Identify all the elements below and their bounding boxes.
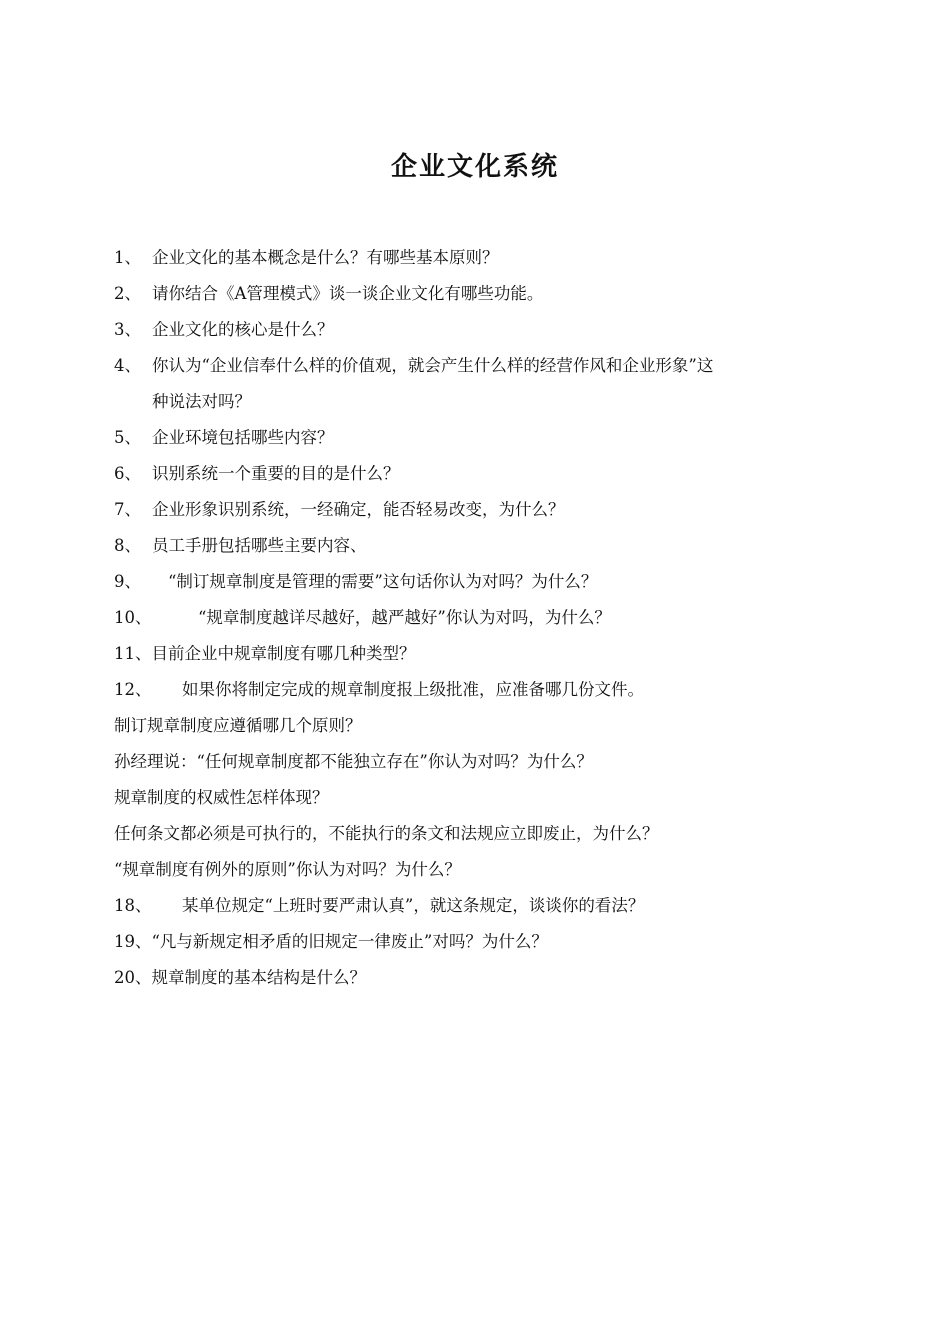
- question-item: [114, 456, 854, 492]
- question-text: 请你结合《A管理模式》谈一谈企业文化有哪些功能。: [152, 284, 544, 303]
- question-number: 10、: [114, 608, 152, 627]
- question-item: [114, 888, 854, 924]
- question-text: 企业文化的基本概念是什么？有哪些基本原则？: [152, 248, 499, 267]
- question-text: 规章制度的权威性怎样体现？: [114, 788, 329, 807]
- question-item: [114, 708, 854, 744]
- question-text: 企业文化的核心是什么？: [152, 320, 334, 339]
- question-text: “凡与新规定相矛盾的旧规定一律废止”对吗？为什么？: [151, 932, 548, 951]
- question-text: 孙经理说：“任何规章制度都不能独立存在”你认为对吗？为什么？: [114, 752, 593, 771]
- question-item: [114, 960, 854, 996]
- question-number: 5、: [114, 428, 141, 447]
- question-text: 如果你将制定完成的规章制度报上级批准，应准备哪几份文件。: [182, 680, 644, 699]
- document-title: 企业文化系统: [390, 152, 559, 182]
- question-item: [114, 492, 854, 528]
- question-list: [114, 240, 854, 996]
- question-text: 任何条文都必须是可执行的，不能执行的条文和法规应立即废止，为什么？: [114, 824, 659, 843]
- question-item: [114, 672, 854, 708]
- question-item: [114, 816, 854, 852]
- question-number: 4、: [114, 356, 141, 375]
- question-number: 11、: [114, 644, 152, 663]
- question-number: 8、: [114, 536, 141, 555]
- question-text: 某单位规定“上班时要严肃认真”，就这条规定，谈谈你的看法？: [182, 896, 645, 915]
- question-item: [114, 636, 854, 672]
- question-number: 9、: [114, 572, 141, 591]
- question-item: [114, 600, 854, 636]
- question-text: 制订规章制度应遵循哪几个原则？: [114, 716, 362, 735]
- question-number: 7、: [114, 500, 141, 519]
- question-text: 规章制度的基本结构是什么？: [151, 968, 366, 987]
- question-text: 识别系统一个重要的目的是什么？: [152, 464, 400, 483]
- question-number: 12、: [114, 680, 152, 699]
- question-item: [114, 420, 854, 456]
- question-number: 2、: [114, 284, 141, 303]
- question-number: 1、: [114, 248, 141, 267]
- question-number: 18、: [114, 896, 152, 915]
- question-item: [114, 924, 854, 960]
- question-item: [114, 276, 854, 312]
- question-item: [114, 348, 854, 384]
- question-number: 6、: [114, 464, 141, 483]
- question-text: 企业环境包括哪些内容？: [152, 428, 334, 447]
- question-continuation: 种说法对吗？: [152, 392, 251, 411]
- question-text: “规章制度有例外的原则”你认为对吗？为什么？: [114, 860, 461, 879]
- question-number: 20、: [114, 968, 152, 987]
- question-item: [114, 240, 854, 276]
- question-text: 你认为“企业信奉什么样的价值观，就会产生什么样的经营作风和企业形象”这: [152, 356, 714, 375]
- question-item: [114, 780, 854, 816]
- question-item: [114, 852, 854, 888]
- question-item: [114, 528, 854, 564]
- question-text: 目前企业中规章制度有哪几种类型？: [151, 644, 416, 663]
- question-item: [114, 744, 854, 780]
- question-text: 员工手册包括哪些主要内容、: [152, 536, 367, 555]
- question-item: [114, 312, 854, 348]
- question-text: “规章制度越详尽越好，越严越好”你认为对吗，为什么？: [198, 608, 611, 627]
- question-item: [114, 564, 854, 600]
- question-number: 3、: [114, 320, 141, 339]
- question-text: 企业形象识别系统，一经确定，能否轻易改变，为什么？: [152, 500, 565, 519]
- question-text: “制订规章制度是管理的需要”这句话你认为对吗？为什么？: [168, 572, 598, 591]
- question-number: 19、: [114, 932, 152, 951]
